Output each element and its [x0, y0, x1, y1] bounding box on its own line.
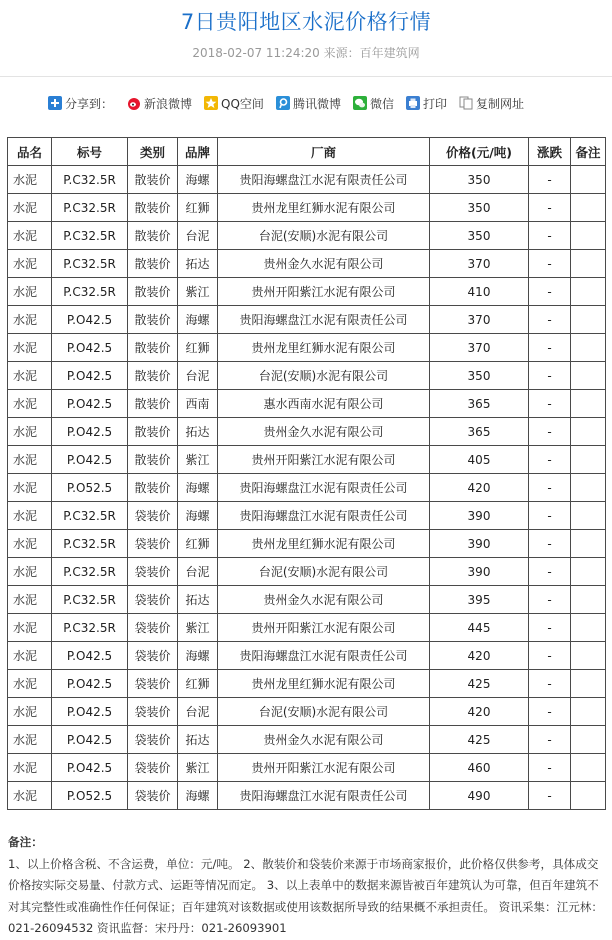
cell-brand: 紫江 — [178, 614, 218, 642]
cell-price: 405 — [430, 446, 529, 474]
qzone-icon — [204, 96, 218, 110]
cell-product: 水泥 — [8, 222, 52, 250]
column-header: 品牌 — [178, 138, 218, 166]
cell-change: - — [529, 362, 571, 390]
cell-grade: P.C32.5R — [52, 530, 128, 558]
cell-product: 水泥 — [8, 390, 52, 418]
cell-change: - — [529, 278, 571, 306]
share-tencent-weibo-button[interactable] — [276, 95, 341, 112]
cell-manufacturer: 贵阳海螺盘江水泥有限责任公司 — [218, 166, 430, 194]
cell-manufacturer: 贵阳海螺盘江水泥有限责任公司 — [218, 782, 430, 810]
cell-manufacturer: 贵州龙里红狮水泥有限公司 — [218, 194, 430, 222]
cell-product: 水泥 — [8, 502, 52, 530]
cell-category: 散装价 — [128, 418, 178, 446]
cell-grade: P.C32.5R — [52, 222, 128, 250]
cell-change: - — [529, 250, 571, 278]
cell-grade: P.O42.5 — [52, 390, 128, 418]
cell-remark — [571, 586, 606, 614]
cell-grade: P.O42.5 — [52, 446, 128, 474]
share-qzone-button[interactable] — [204, 95, 264, 112]
cell-brand: 台泥 — [178, 558, 218, 586]
cell-brand: 红狮 — [178, 530, 218, 558]
cell-manufacturer: 贵州龙里红狮水泥有限公司 — [218, 670, 430, 698]
cell-change: - — [529, 446, 571, 474]
cell-manufacturer: 台泥(安顺)水泥有限公司 — [218, 698, 430, 726]
cell-product: 水泥 — [8, 530, 52, 558]
table-row — [8, 306, 606, 334]
cell-price: 365 — [430, 390, 529, 418]
cell-price: 425 — [430, 726, 529, 754]
cell-grade: P.C32.5R — [52, 250, 128, 278]
cell-price: 390 — [430, 530, 529, 558]
cell-category: 袋装价 — [128, 782, 178, 810]
cell-grade: P.C32.5R — [52, 558, 128, 586]
page-title: 7日贵阳地区水泥价格行情 — [180, 10, 432, 34]
cell-change: - — [529, 474, 571, 502]
column-header: 厂商 — [218, 138, 430, 166]
cell-brand: 拓达 — [178, 726, 218, 754]
table-row — [8, 418, 606, 446]
cell-manufacturer: 贵阳海螺盘江水泥有限责任公司 — [218, 474, 430, 502]
cell-remark — [571, 698, 606, 726]
cell-remark — [571, 726, 606, 754]
cell-price: 445 — [430, 614, 529, 642]
cell-product: 水泥 — [8, 558, 52, 586]
cell-category: 袋装价 — [128, 586, 178, 614]
price-table-body — [8, 166, 606, 810]
table-row — [8, 642, 606, 670]
cell-remark — [571, 306, 606, 334]
cell-manufacturer: 贵州开阳紫江水泥有限公司 — [218, 446, 430, 474]
table-row — [8, 670, 606, 698]
share-bar — [48, 94, 536, 112]
cell-grade: P.O42.5 — [52, 334, 128, 362]
cell-manufacturer: 贵州金久水泥有限公司 — [218, 250, 430, 278]
cell-remark — [571, 362, 606, 390]
cell-remark — [571, 222, 606, 250]
cell-manufacturer: 贵州金久水泥有限公司 — [218, 726, 430, 754]
cell-price: 370 — [430, 306, 529, 334]
cell-brand: 紫江 — [178, 278, 218, 306]
cell-manufacturer: 贵州金久水泥有限公司 — [218, 418, 430, 446]
cell-category: 散装价 — [128, 194, 178, 222]
cell-category: 散装价 — [128, 278, 178, 306]
cell-brand: 台泥 — [178, 362, 218, 390]
cell-brand: 海螺 — [178, 642, 218, 670]
column-header: 标号 — [52, 138, 128, 166]
cell-grade: P.O52.5 — [52, 782, 128, 810]
cell-category: 散装价 — [128, 390, 178, 418]
cell-manufacturer: 贵州开阳紫江水泥有限公司 — [218, 278, 430, 306]
cell-change: - — [529, 614, 571, 642]
table-row — [8, 754, 606, 782]
cell-category: 袋装价 — [128, 558, 178, 586]
cell-product: 水泥 — [8, 278, 52, 306]
cell-grade: P.C32.5R — [52, 502, 128, 530]
notes-section — [8, 832, 606, 940]
cell-grade: P.C32.5R — [52, 614, 128, 642]
cell-change: - — [529, 502, 571, 530]
share-tencent-weibo-label: 腾讯微博 — [292, 96, 341, 111]
column-header: 涨跌 — [529, 138, 571, 166]
cell-product: 水泥 — [8, 698, 52, 726]
cell-change: - — [529, 670, 571, 698]
cell-price: 365 — [430, 418, 529, 446]
cell-grade: P.O42.5 — [52, 754, 128, 782]
cell-product: 水泥 — [8, 614, 52, 642]
print-icon — [406, 96, 420, 110]
cell-manufacturer: 台泥(安顺)水泥有限公司 — [218, 558, 430, 586]
cell-remark — [571, 782, 606, 810]
cell-price: 425 — [430, 670, 529, 698]
cell-manufacturer: 台泥(安顺)水泥有限公司 — [218, 362, 430, 390]
column-header: 品名 — [8, 138, 52, 166]
cell-remark — [571, 558, 606, 586]
cell-grade: P.C32.5R — [52, 194, 128, 222]
cell-brand: 海螺 — [178, 502, 218, 530]
cell-manufacturer: 贵州龙里红狮水泥有限公司 — [218, 530, 430, 558]
cell-manufacturer: 贵阳海螺盘江水泥有限责任公司 — [218, 642, 430, 670]
table-row — [8, 502, 606, 530]
cell-change: - — [529, 166, 571, 194]
table-row — [8, 446, 606, 474]
cell-category: 袋装价 — [128, 530, 178, 558]
cell-remark — [571, 530, 606, 558]
cell-product: 水泥 — [8, 418, 52, 446]
print-label: 打印 — [422, 96, 447, 111]
table-row — [8, 558, 606, 586]
cell-brand: 台泥 — [178, 698, 218, 726]
table-row — [8, 278, 606, 306]
cell-category: 散装价 — [128, 362, 178, 390]
cell-price: 350 — [430, 222, 529, 250]
cell-price: 350 — [430, 194, 529, 222]
cell-grade: P.O42.5 — [52, 726, 128, 754]
cell-product: 水泥 — [8, 642, 52, 670]
cell-category: 散装价 — [128, 446, 178, 474]
price-table — [7, 137, 606, 810]
cell-grade: P.O42.5 — [52, 670, 128, 698]
cell-manufacturer: 贵州金久水泥有限公司 — [218, 586, 430, 614]
cell-brand: 台泥 — [178, 222, 218, 250]
cell-grade: P.O42.5 — [52, 418, 128, 446]
cell-brand: 海螺 — [178, 166, 218, 194]
cell-remark — [571, 166, 606, 194]
cell-price: 370 — [430, 334, 529, 362]
cell-category: 袋装价 — [128, 726, 178, 754]
cell-manufacturer: 贵州开阳紫江水泥有限公司 — [218, 614, 430, 642]
notes-body: 1、以上价格含税、不含运费，单位：元/吨。 2、散装价和袋装价来源于市场商家报价，此价格仅供参考，具体成交价格按实际交易量、付款方式、运距等情况而定。 3、以上表单中的数据来源皆被百年建筑认为可靠，但百年建筑不对其完整性或准确性作任何保证；百年建筑对该数据或使用该数据所导致的结果概不承担责任。 资讯采集：江元林：021-26094532 资讯监督：宋丹丹：021-26093901 — [8, 856, 603, 935]
notes-heading: 备注： — [8, 835, 43, 849]
cell-product: 水泥 — [8, 754, 52, 782]
table-row — [8, 334, 606, 362]
cell-grade: P.O42.5 — [52, 362, 128, 390]
cell-grade: P.O42.5 — [52, 698, 128, 726]
cell-category: 袋装价 — [128, 754, 178, 782]
cell-grade: P.O42.5 — [52, 306, 128, 334]
table-row — [8, 530, 606, 558]
cell-manufacturer: 贵阳海螺盘江水泥有限责任公司 — [218, 502, 430, 530]
cell-price: 390 — [430, 558, 529, 586]
table-row — [8, 698, 606, 726]
cell-change: - — [529, 334, 571, 362]
cell-change: - — [529, 530, 571, 558]
cell-brand: 拓达 — [178, 586, 218, 614]
cell-brand: 海螺 — [178, 306, 218, 334]
cell-brand: 紫江 — [178, 446, 218, 474]
table-row — [8, 194, 606, 222]
cell-remark — [571, 194, 606, 222]
wechat-icon — [353, 96, 367, 110]
cell-price: 350 — [430, 166, 529, 194]
cell-category: 散装价 — [128, 306, 178, 334]
cell-category: 袋装价 — [128, 698, 178, 726]
cell-category: 袋装价 — [128, 670, 178, 698]
cell-brand: 海螺 — [178, 782, 218, 810]
cell-change: - — [529, 586, 571, 614]
share-label — [48, 95, 113, 112]
copy-url-button[interactable] — [459, 95, 524, 112]
cell-remark — [571, 390, 606, 418]
cell-change: - — [529, 418, 571, 446]
cell-price: 420 — [430, 642, 529, 670]
cell-product: 水泥 — [8, 306, 52, 334]
table-row — [8, 586, 606, 614]
share-label-text: 分享到： — [65, 96, 114, 111]
cell-grade: P.C32.5R — [52, 278, 128, 306]
share-qzone-label: QQ空间 — [221, 96, 264, 111]
cell-brand: 拓达 — [178, 418, 218, 446]
cell-price: 370 — [430, 250, 529, 278]
cell-change: - — [529, 754, 571, 782]
table-row — [8, 782, 606, 810]
cell-product: 水泥 — [8, 782, 52, 810]
table-row — [8, 614, 606, 642]
cell-brand: 紫江 — [178, 754, 218, 782]
cell-product: 水泥 — [8, 446, 52, 474]
cell-category: 散装价 — [128, 250, 178, 278]
cell-grade: P.C32.5R — [52, 166, 128, 194]
table-row — [8, 390, 606, 418]
cell-brand: 红狮 — [178, 334, 218, 362]
cell-price: 420 — [430, 698, 529, 726]
cell-price: 420 — [430, 474, 529, 502]
cell-change: - — [529, 698, 571, 726]
cell-category: 袋装价 — [128, 642, 178, 670]
cell-brand: 海螺 — [178, 474, 218, 502]
cell-remark — [571, 278, 606, 306]
cell-brand: 红狮 — [178, 194, 218, 222]
cell-price: 350 — [430, 362, 529, 390]
table-row — [8, 726, 606, 754]
cell-price: 390 — [430, 502, 529, 530]
cell-product: 水泥 — [8, 362, 52, 390]
cell-brand: 西南 — [178, 390, 218, 418]
cell-change: - — [529, 222, 571, 250]
cell-category: 散装价 — [128, 474, 178, 502]
cell-remark — [571, 446, 606, 474]
cell-brand: 拓达 — [178, 250, 218, 278]
cell-product: 水泥 — [8, 586, 52, 614]
cell-remark — [571, 754, 606, 782]
cell-change: - — [529, 726, 571, 754]
table-header-row — [8, 138, 606, 166]
column-header: 类别 — [128, 138, 178, 166]
cell-manufacturer: 台泥(安顺)水泥有限公司 — [218, 222, 430, 250]
cell-grade: P.C32.5R — [52, 586, 128, 614]
cell-product: 水泥 — [8, 726, 52, 754]
copy-url-label: 复制网址 — [475, 96, 524, 111]
cell-remark — [571, 614, 606, 642]
cell-price: 490 — [430, 782, 529, 810]
table-row — [8, 474, 606, 502]
cell-change: - — [529, 390, 571, 418]
cell-remark — [571, 502, 606, 530]
article-meta: 2018-02-07 11:24:20 来源：百年建筑网 — [192, 46, 420, 60]
cell-change: - — [529, 558, 571, 586]
table-row — [8, 362, 606, 390]
cell-change: - — [529, 306, 571, 334]
print-button[interactable] — [406, 95, 447, 112]
cell-manufacturer: 惠水西南水泥有限公司 — [218, 390, 430, 418]
cell-product: 水泥 — [8, 474, 52, 502]
share-weibo-label: 新浪微博 — [144, 96, 193, 111]
cell-remark — [571, 670, 606, 698]
cell-price: 460 — [430, 754, 529, 782]
cell-remark — [571, 418, 606, 446]
table-row — [8, 250, 606, 278]
cell-category: 散装价 — [128, 334, 178, 362]
cell-price: 395 — [430, 586, 529, 614]
cell-price: 410 — [430, 278, 529, 306]
cell-product: 水泥 — [8, 670, 52, 698]
cell-category: 袋装价 — [128, 614, 178, 642]
cell-category: 散装价 — [128, 166, 178, 194]
column-header: 价格(元/吨) — [430, 138, 529, 166]
table-row — [8, 222, 606, 250]
cell-product: 水泥 — [8, 194, 52, 222]
plus-icon — [48, 96, 62, 110]
copy-icon — [459, 96, 473, 110]
cell-category: 散装价 — [128, 222, 178, 250]
share-wechat-button[interactable] — [353, 95, 394, 112]
cell-remark — [571, 642, 606, 670]
column-header: 备注 — [571, 138, 606, 166]
cell-grade: P.O52.5 — [52, 474, 128, 502]
cell-brand: 红狮 — [178, 670, 218, 698]
cell-change: - — [529, 782, 571, 810]
cell-category: 袋装价 — [128, 502, 178, 530]
cell-change: - — [529, 642, 571, 670]
cell-remark — [571, 250, 606, 278]
cell-remark — [571, 474, 606, 502]
share-weibo-button[interactable] — [127, 95, 192, 112]
cell-remark — [571, 334, 606, 362]
header-divider — [0, 76, 612, 77]
cell-change: - — [529, 194, 571, 222]
cell-product: 水泥 — [8, 334, 52, 362]
cell-product: 水泥 — [8, 166, 52, 194]
cell-manufacturer: 贵州开阳紫江水泥有限公司 — [218, 754, 430, 782]
cell-product: 水泥 — [8, 250, 52, 278]
cell-manufacturer: 贵阳海螺盘江水泥有限责任公司 — [218, 306, 430, 334]
cell-manufacturer: 贵州龙里红狮水泥有限公司 — [218, 334, 430, 362]
table-row — [8, 166, 606, 194]
cell-grade: P.O42.5 — [52, 642, 128, 670]
tencent-weibo-icon — [276, 96, 290, 110]
weibo-icon — [127, 96, 141, 110]
share-wechat-label: 微信 — [369, 96, 394, 111]
